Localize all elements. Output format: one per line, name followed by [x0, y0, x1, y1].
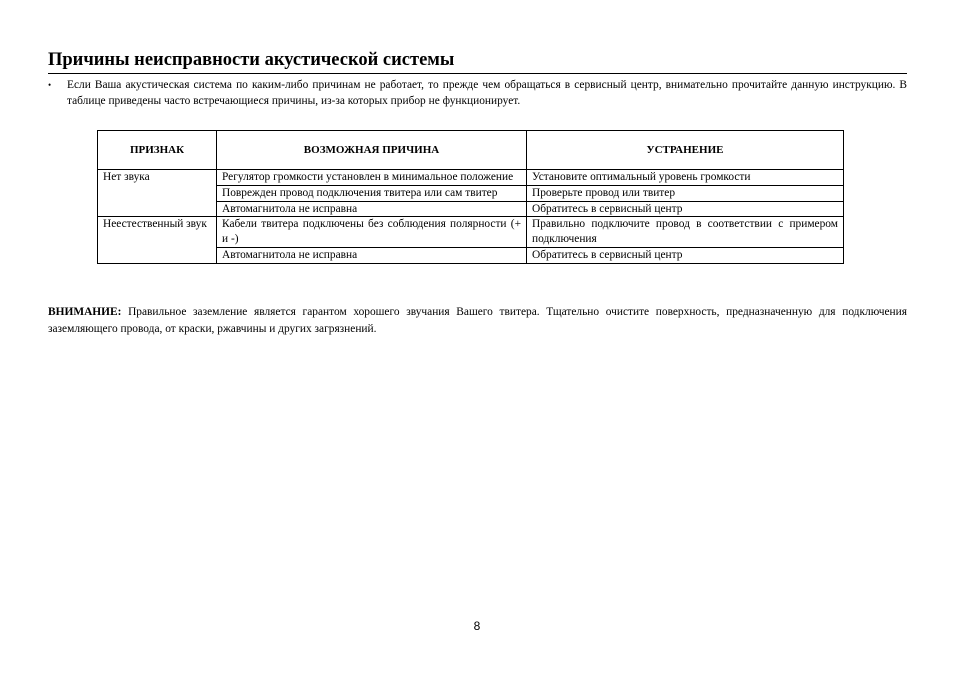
symptom-cell: Нет звука [98, 170, 217, 217]
page-title: Причины неисправности акустической системы [48, 48, 907, 74]
intro-paragraph [48, 78, 907, 109]
fix-cell: Обратитесь в сервисный центр [527, 247, 844, 263]
intro-text: Если Ваша акустическая система по каким-либо причинам не работает, то прежде чем обращаться в сервисный центр, внимательно прочитайте данную инструкцию. В таблице приведены часто встречающиеся причины, из-за которых прибор не функционирует. [67, 79, 907, 107]
header-cause: ВОЗМОЖНАЯ ПРИЧИНА [217, 131, 527, 170]
cause-cell: Регулятор громкости установлен в минимальное положение [217, 170, 527, 186]
cause-cell: Поврежден провод подключения твитера или сам твитер [217, 185, 527, 201]
warning-text: Правильное заземление является гарантом хорошего звучания Вашего твитера. Тщательно очистите поверхность, предназначенную для подключения заземляющего провода, от краски, ржавчины и других загрязнений. [48, 306, 907, 335]
symptom-cell: Неестественный звук [98, 217, 217, 263]
table-row [98, 170, 844, 186]
cause-cell: Автомагнитола не исправна [217, 247, 527, 263]
fix-cell: Проверьте провод или твитер [527, 185, 844, 201]
table-header-row [98, 131, 844, 170]
header-symptom: ПРИЗНАК [98, 131, 217, 170]
troubleshooting-table [97, 130, 844, 264]
cause-cell: Автомагнитола не исправна [217, 201, 527, 217]
warning-note [48, 304, 907, 338]
page-number: 8 [473, 619, 481, 633]
fix-cell: Обратитесь в сервисный центр [527, 201, 844, 217]
warning-label: ВНИМАНИЕ: [48, 306, 122, 318]
cause-cell: Кабели твитера подключены без соблюдения полярности (+ и -) [217, 217, 527, 248]
fix-cell: Установите оптимальный уровень громкости [527, 170, 844, 186]
table-row [98, 217, 844, 248]
bullet-marker: • [48, 80, 52, 90]
fix-cell: Правильно подключите провод в соответствии с примером подключения [527, 217, 844, 248]
header-fix: УСТРАНЕНИЕ [527, 131, 844, 170]
